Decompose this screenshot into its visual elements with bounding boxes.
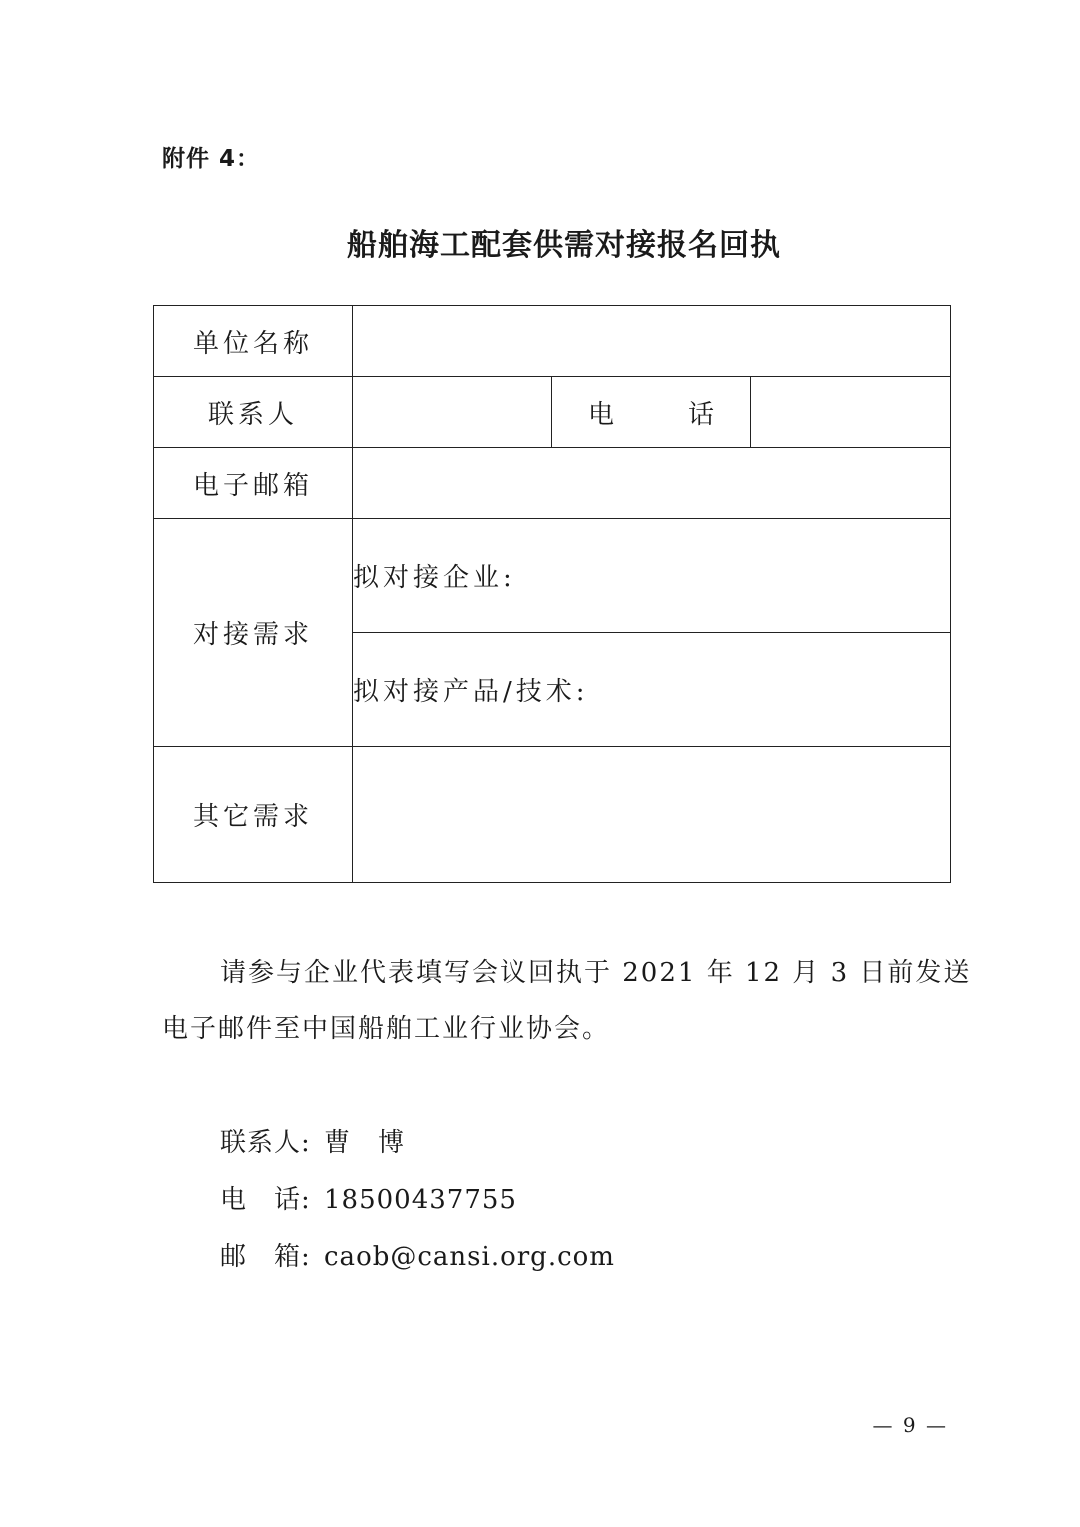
- contact-person-label: 联系人: [154, 377, 353, 448]
- email-field[interactable]: [353, 448, 951, 519]
- attachment-label: 附件 4：: [162, 146, 261, 172]
- target-company-label: 拟对接企业:: [353, 563, 516, 593]
- other-needs-field[interactable]: [353, 747, 951, 883]
- target-product-label: 拟对接产品/技术:: [353, 677, 589, 707]
- page-number: — 9 —: [872, 1413, 948, 1437]
- contact-phone-line: [220, 1179, 517, 1216]
- contact-person-line: [220, 1122, 405, 1159]
- company-name-label: 单位名称: [154, 306, 353, 377]
- target-product-field[interactable]: [353, 633, 951, 747]
- contact-email-value: caob@cansi.org.com: [324, 1242, 615, 1272]
- email-label: 电子邮箱: [154, 448, 353, 519]
- phone-label-left: 电: [588, 399, 615, 430]
- phone-label-right: 话: [687, 399, 714, 430]
- registration-form-table: [153, 305, 951, 883]
- phone-field[interactable]: [751, 377, 951, 448]
- target-company-field[interactable]: [353, 519, 951, 633]
- contact-person-field[interactable]: [353, 377, 552, 448]
- other-needs-label: 其它需求: [154, 747, 353, 883]
- contact-phone-key: 电 话:: [220, 1185, 311, 1215]
- contact-email-key: 邮 箱:: [220, 1242, 311, 1272]
- instruction-paragraph: 请参与企业代表填写会议回执于 2021 年 12 月 3 日前发送电子邮件至中国船舶工业行业协会。: [162, 958, 972, 1044]
- company-name-field[interactable]: [353, 306, 951, 377]
- contact-person-key: 联系人:: [220, 1128, 311, 1158]
- contact-person-value: 曹 博: [324, 1128, 406, 1158]
- needs-label: 对接需求: [154, 519, 353, 747]
- contact-phone-value: 18500437755: [324, 1185, 517, 1215]
- page-title: 船舶海工配套供需对接报名回执: [347, 228, 781, 263]
- phone-label-cell: [552, 377, 751, 448]
- contact-email-line: [220, 1236, 615, 1273]
